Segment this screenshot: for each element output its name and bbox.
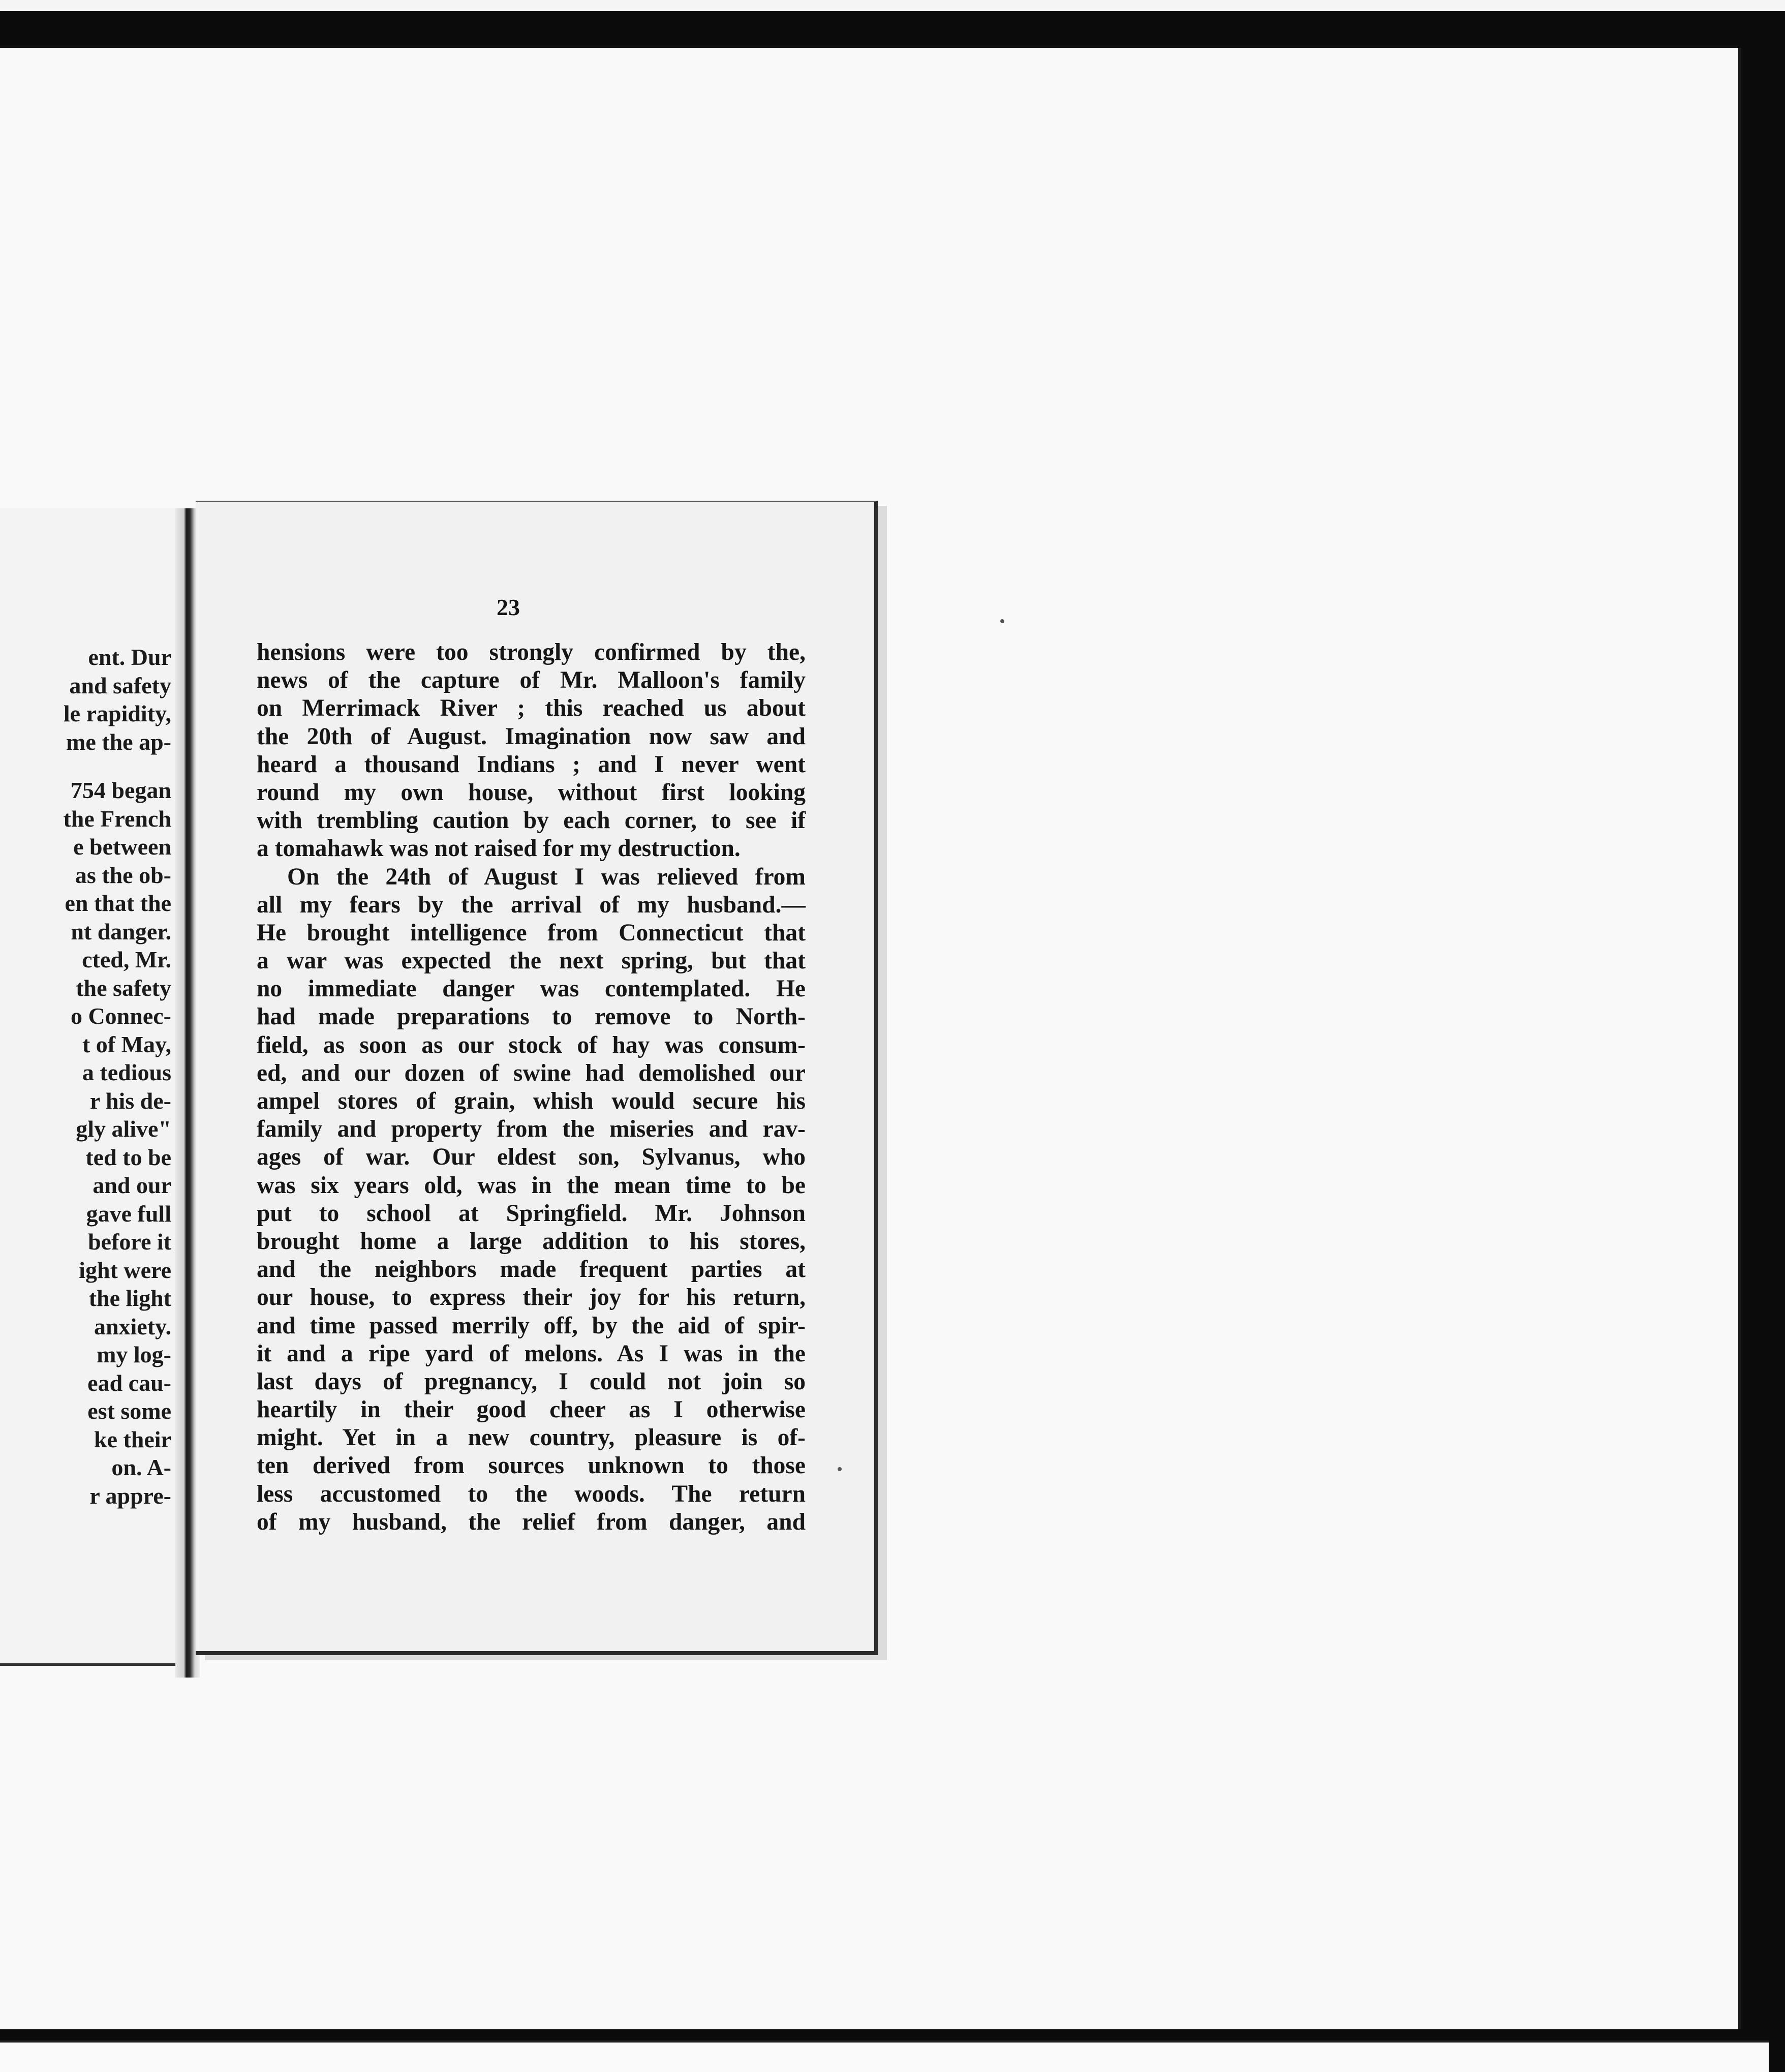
text-line: put to school at Springfield. Mr. Johnson	[257, 1200, 806, 1227]
scan-top-edge	[0, 0, 1785, 11]
left-line: a tedious	[82, 1059, 171, 1085]
right-page	[196, 501, 878, 1655]
text-line: and time passed merrily off, by the aid of spir-	[257, 1312, 806, 1339]
left-line: gave full	[86, 1200, 171, 1227]
left-line: before it	[88, 1229, 171, 1255]
left-line: o Connec-	[70, 1003, 171, 1029]
text-line: all my fears by the arrival of my husband.—	[257, 891, 806, 918]
left-line: ight were	[79, 1257, 171, 1283]
text-line: field, as soon as our stock of hay was consum-	[257, 1031, 806, 1058]
text-line: He brought intelligence from Connecticut that	[257, 919, 806, 946]
text-line: with trembling caution by each corner, to see if	[257, 807, 806, 834]
text-line: less accustomed to the woods. The return	[257, 1480, 806, 1507]
text-line: and the neighbors made frequent parties at	[257, 1256, 806, 1283]
text-line: on Merrimack River ; this reached us about	[257, 695, 806, 722]
left-line: the light	[88, 1285, 171, 1311]
left-line: est some	[87, 1398, 171, 1424]
left-line: r his de-	[89, 1087, 171, 1114]
text-line: might. Yet in a new country, pleasure is of-	[257, 1424, 806, 1451]
text-line: hensions were too strongly confirmed by the,	[257, 639, 806, 665]
left-line: le rapidity,	[63, 700, 171, 726]
left-line: en that the	[65, 890, 171, 916]
text-line: heard a thousand Indians ; and I never went	[257, 751, 806, 778]
left-line: the French	[63, 805, 171, 832]
text-line: no immediate danger was contemplated. He	[257, 976, 806, 1002]
left-line: 754 began	[70, 777, 171, 803]
text-line: the 20th of August. Imagination now saw and	[257, 723, 806, 750]
left-line: anxiety.	[94, 1313, 171, 1339]
text-line: a tomahawk was not raised for my destruction.	[257, 835, 741, 862]
left-line: ke their	[94, 1426, 171, 1452]
left-line: ead cau-	[87, 1369, 171, 1396]
text-line: On the 24th of August I was relieved from	[287, 863, 806, 890]
text-line: ten derived from sources unknown to those	[257, 1452, 806, 1479]
left-line: my log-	[97, 1342, 171, 1367]
left-line: t of May,	[82, 1031, 171, 1057]
page-number: 23	[497, 594, 520, 620]
left-line: on. A-	[111, 1454, 171, 1480]
left-line: gly alive"	[76, 1116, 171, 1142]
left-line: as the ob-	[75, 862, 171, 888]
text-line: a war was expected the next spring, but that	[257, 948, 806, 974]
text-line: ages of war. Our eldest son, Sylvanus, who	[257, 1144, 806, 1171]
left-line: me the ap-	[66, 728, 171, 755]
left-line: and safety	[69, 672, 171, 698]
text-line: our house, to express their joy for his return,	[257, 1284, 806, 1311]
left-page	[0, 508, 175, 1666]
left-page-text	[0, 643, 171, 1510]
text-line: it and a ripe yard of melons. As I was in the	[257, 1340, 806, 1367]
text-line: news of the capture of Mr. Malloon's family	[257, 667, 806, 694]
right-page-text	[257, 638, 806, 1536]
left-line: the safety	[76, 974, 171, 1001]
text-line: of my husband, the relief from danger, and	[257, 1508, 806, 1535]
left-line: and our	[93, 1172, 171, 1198]
text-line: last days of pregnancy, I could not join so	[257, 1368, 806, 1395]
text-line: ed, and our dozen of swine had demolished our	[257, 1059, 806, 1086]
text-line: ampel stores of grain, whish would secure his	[257, 1088, 806, 1114]
left-line: ted to be	[85, 1144, 171, 1170]
text-line: round my own house, without first looking	[257, 779, 806, 806]
left-line: r appre-	[89, 1482, 171, 1509]
scan-speck	[1000, 619, 1004, 623]
text-line: family and property from the miseries and rav-	[257, 1116, 806, 1143]
text-line: was six years old, was in the mean time to be	[257, 1172, 806, 1199]
left-line-gap	[0, 756, 171, 776]
scan-speck	[838, 1467, 842, 1471]
scan-bottom-edge	[0, 2040, 1769, 2072]
text-line: had made preparations to remove to North-	[257, 1003, 806, 1030]
text-line: heartily in their good cheer as I otherwise	[257, 1396, 806, 1423]
text-line: brought home a large addition to his stores,	[257, 1228, 806, 1255]
left-line: e between	[73, 834, 171, 860]
left-line: ent. Dur	[88, 644, 171, 670]
left-line: nt danger.	[71, 918, 171, 944]
left-line: cted, Mr.	[82, 947, 171, 972]
